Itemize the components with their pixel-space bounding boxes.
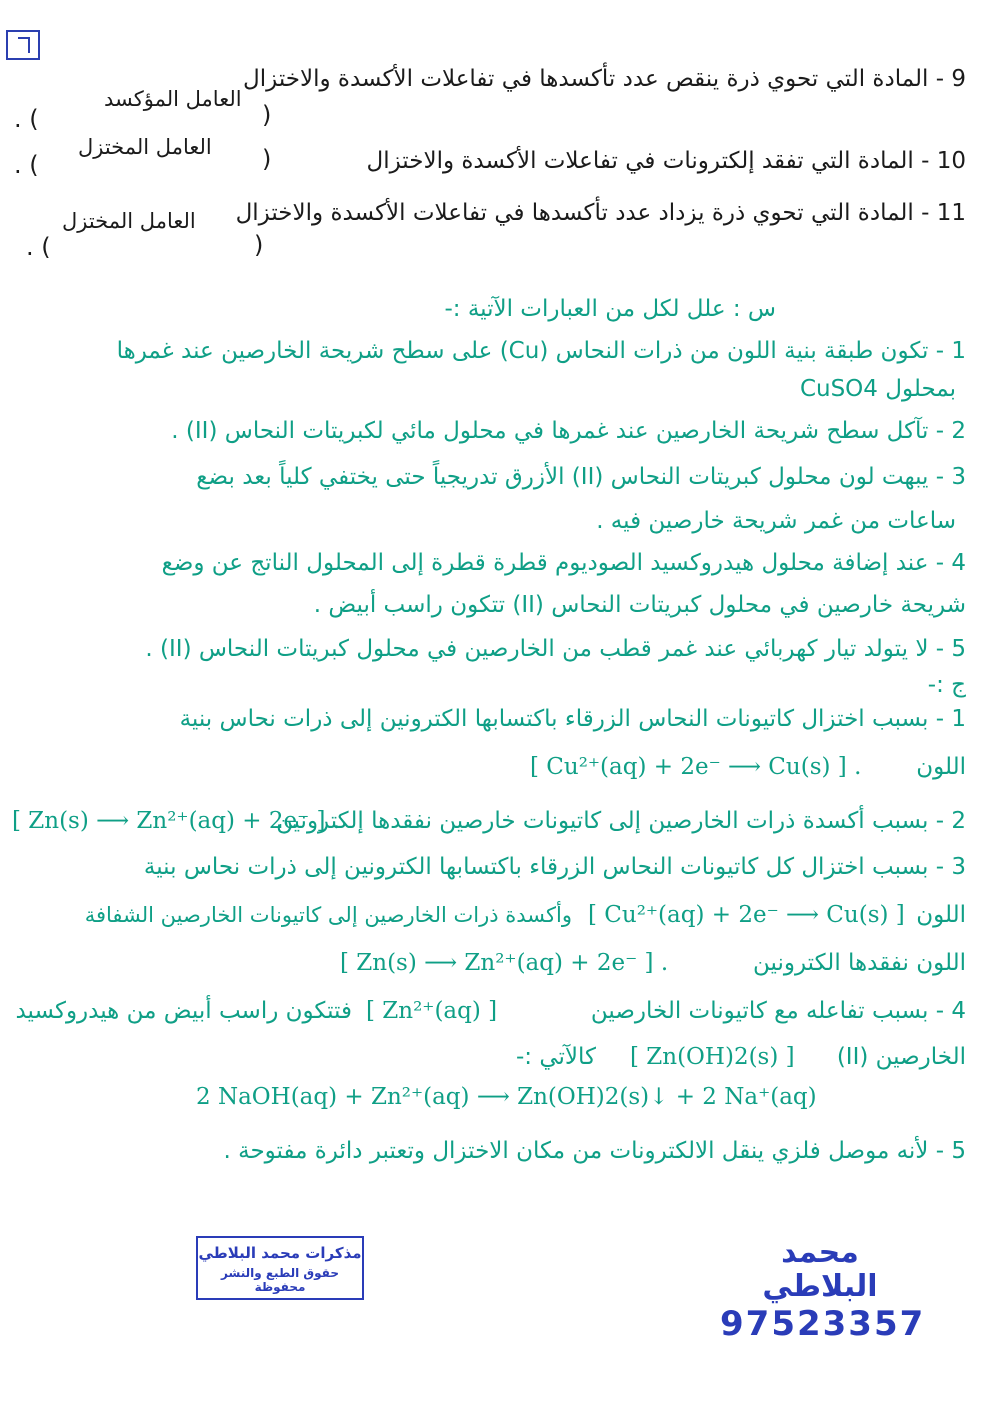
- question-9: 9 - المادة التي تحوي ذرة ينقص عدد تأكسدها في تفاعلات الأكسدة والاختزال: [243, 66, 966, 92]
- answer-3-line1: 3 - بسبب اختزال كل كاتيونات النحاس الزرقاء باكتسابها الكترونين إلى ذرات نحاس بنية: [143, 854, 966, 880]
- explain-item-3b: ساعات من غمر شريحة خارصين فيه .: [596, 508, 956, 534]
- answer-3-line2: اللون: [916, 902, 966, 928]
- explain-item-4: 4 - عند إضافة محلول هيدروكسيد الصوديوم قطرة قطرة إلى المحلول الناتج عن وضع: [161, 550, 966, 576]
- explain-item-1: 1 - تكون طبقة بنية اللون من ذرات النحاس (Cu) على سطح شريحة الخارصين عند غمرها: [116, 338, 966, 364]
- explain-item-2: 2 - تآكل سطح شريحة الخارصين عند غمرها في محلول مائي لكبريتات النحاس (II) .: [171, 418, 966, 444]
- paren-close-10: ) .: [14, 151, 39, 179]
- answers-heading: ج :-: [927, 672, 966, 698]
- stamp-title: مذكرات محمد البلاطي: [198, 1244, 362, 1262]
- answer-3-equation-1: [ Cu²⁺(aq) + 2e⁻ ⟶ Cu(s) ]: [588, 902, 905, 928]
- explain-item-4b: شريحة خارصين في محلول كبريتات النحاس (II) تتكون راسب أبيض .: [313, 592, 966, 618]
- answer-2-line: 2 - بسبب أكسدة ذرات الخارصين إلى كاتيونات خارصين نفقدها إلكترونين: [276, 808, 966, 834]
- stamp-subtitle: حقوق الطبع والنشر محفوظة: [221, 1266, 339, 1294]
- answer-4-line2: الخارصين (II): [836, 1044, 966, 1070]
- page-corner-box-icon: [6, 30, 40, 60]
- paren-open-11: (: [254, 231, 264, 259]
- answer-4-line1b: فتتكون راسب أبيض من هيدروكسيد: [15, 998, 352, 1024]
- answer-9: العامل المؤكسد: [104, 87, 242, 111]
- question-10: 10 - المادة التي تفقد إلكترونات في تفاعلات الأكسدة والاختزال: [366, 148, 966, 174]
- author-signature: [720, 1235, 926, 1344]
- copyright-stamp: [196, 1236, 364, 1300]
- author-phone: 97523357: [720, 1304, 926, 1344]
- question-11: 11 - المادة التي تحوي ذرة يزداد عدد تأكسدها في تفاعلات الأكسدة والاختزال: [235, 200, 966, 226]
- answer-1-equation: [ Cu²⁺(aq) + 2e⁻ ⟶ Cu(s) ] .: [530, 754, 862, 780]
- explain-item-1b: بمحلول CuSO4: [799, 376, 956, 402]
- paren-open-10: (: [262, 145, 272, 173]
- explain-heading: س : علل لكل من العبارات الآتية :-: [444, 296, 776, 322]
- answer-1-line2: اللون: [916, 754, 966, 780]
- answer-2-equation: [ Zn(s) ⟶ Zn²⁺(aq) + 2e⁻ ] .: [12, 808, 341, 834]
- paren-close-11: ) .: [26, 233, 51, 261]
- author-name: محمد البلاطي: [762, 1235, 878, 1304]
- answer-4-line2b: كالآتي :-: [515, 1044, 596, 1070]
- answer-3-line3: اللون نفقدها الكترونين: [753, 950, 966, 976]
- answer-4-equation-2: [ Zn(OH)2(s) ]: [630, 1044, 795, 1070]
- answer-11: العامل المختزل: [62, 209, 196, 233]
- answer-1-line1: 1 - بسبب اختزال كاتيونات النحاس الزرقاء باكتسابها الكترونين إلى ذرات نحاس بنية: [179, 706, 966, 732]
- answer-3-line2b: وأكسدة ذرات الخارصين إلى كاتيونات الخارصين الشفافة: [84, 903, 572, 927]
- explain-item-5: 5 - لا يتولد تيار كهربائي عند غمر قطب من الخارصين في محلول كبريتات النحاس (II) .: [145, 636, 966, 662]
- answer-4-equation-3: 2 NaOH(aq) + Zn²⁺(aq) ⟶ Zn(OH)2(s)↓ + 2 Na⁺(aq): [196, 1084, 817, 1110]
- answer-5-line: 5 - لأنه موصل فلزي ينقل الالكترونات من مكان الاختزال وتعتبر دائرة مفتوحة .: [223, 1138, 966, 1164]
- answer-3-equation-2: [ Zn(s) ⟶ Zn²⁺(aq) + 2e⁻ ] .: [340, 950, 669, 976]
- answer-10: العامل المختزل: [78, 135, 212, 159]
- explain-item-3: 3 - يبهت لون محلول كبريتات النحاس (II) الأزرق تدريجياً حتى يختفي كلياً بعد بضع: [196, 464, 966, 490]
- paren-close-9: ) .: [14, 105, 39, 133]
- answer-4-equation-1: [ Zn²⁺(aq) ]: [366, 998, 498, 1024]
- paren-open-9: (: [262, 101, 272, 129]
- answer-4-line1: 4 - بسبب تفاعله مع كاتيونات الخارصين: [590, 998, 966, 1024]
